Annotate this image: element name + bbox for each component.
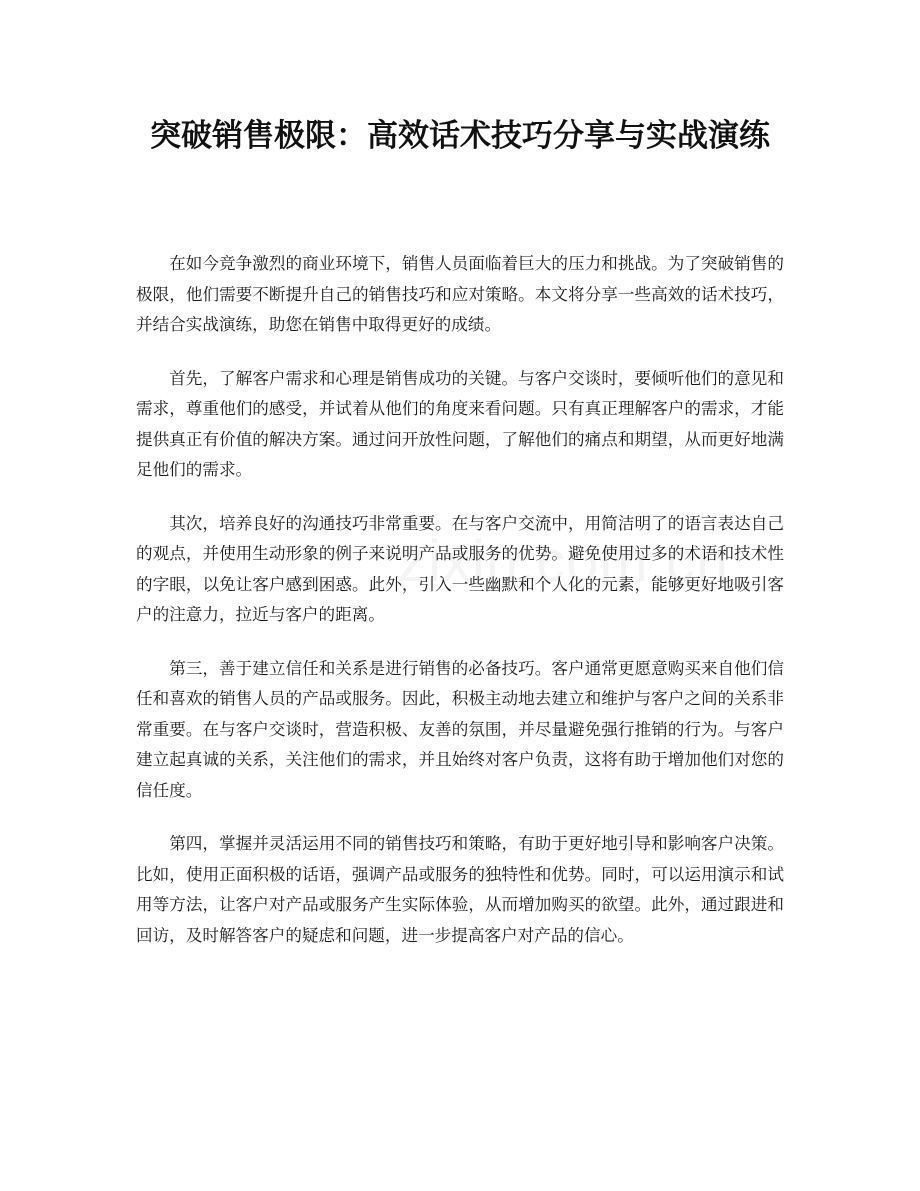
paragraph-3: 其次，培养良好的沟通技巧非常重要。在与客户交流中，用简洁明了的语言表达自己的观点，并使用生动形象的例子来说明产品或服务的优势。避免使用过多的术语和技术性的字眼，以免让客户感到困惑。此外，引入一些幽默和个人化的元素，能够更好地吸引客户的注意力，拉近与客户的距离。 bbox=[136, 513, 784, 624]
document-body bbox=[136, 249, 784, 974]
paragraph-2: 首先，了解客户需求和心理是销售成功的关键。与客户交谈时，要倾听他们的意见和需求，尊重他们的感受，并试着从他们的角度来看问题。只有真正理解客户的需求，才能提供真正有价值的解决方案。通过问开放性问题，了解他们的痛点和期望，从而更好地满足他们的需求。 bbox=[136, 368, 784, 479]
document-title: 突破销售极限：高效话术技巧分享与实战演练 bbox=[150, 118, 770, 154]
paragraph-1: 在如今竞争激烈的商业环境下，销售人员面临着巨大的压力和挑战。为了突破销售的极限，他们需要不断提升自己的销售技巧和应对策略。本文将分享一些高效的话术技巧，并结合实战演练，助您在销售中取得更好的成绩。 bbox=[136, 254, 784, 334]
paragraph-5: 第四，掌握并灵活运用不同的销售技巧和策略，有助于更好地引导和影响客户决策。比如，使用正面积极的话语，强调产品或服务的独特性和优势。同时，可以运用演示和试用等方法，让客户对产品或服务产生实际体验，从而增加购买的欲望。此外，通过跟进和回访，及时解答客户的疑虑和问题，进一步提高客户对产品的信心。 bbox=[136, 834, 784, 945]
paragraph-4: 第三，善于建立信任和关系是进行销售的必备技巧。客户通常更愿意购买来自他们信任和喜欢的销售人员的产品或服务。因此，积极主动地去建立和维护与客户之间的关系非常重要。在与客户交谈时，营造积极、友善的氛围，并尽量避免强行推销的行为。与客户建立起真诚的关系，关注他们的需求，并且始终对客户负责，这将有助于增加他们对您的信任度。 bbox=[136, 658, 784, 800]
